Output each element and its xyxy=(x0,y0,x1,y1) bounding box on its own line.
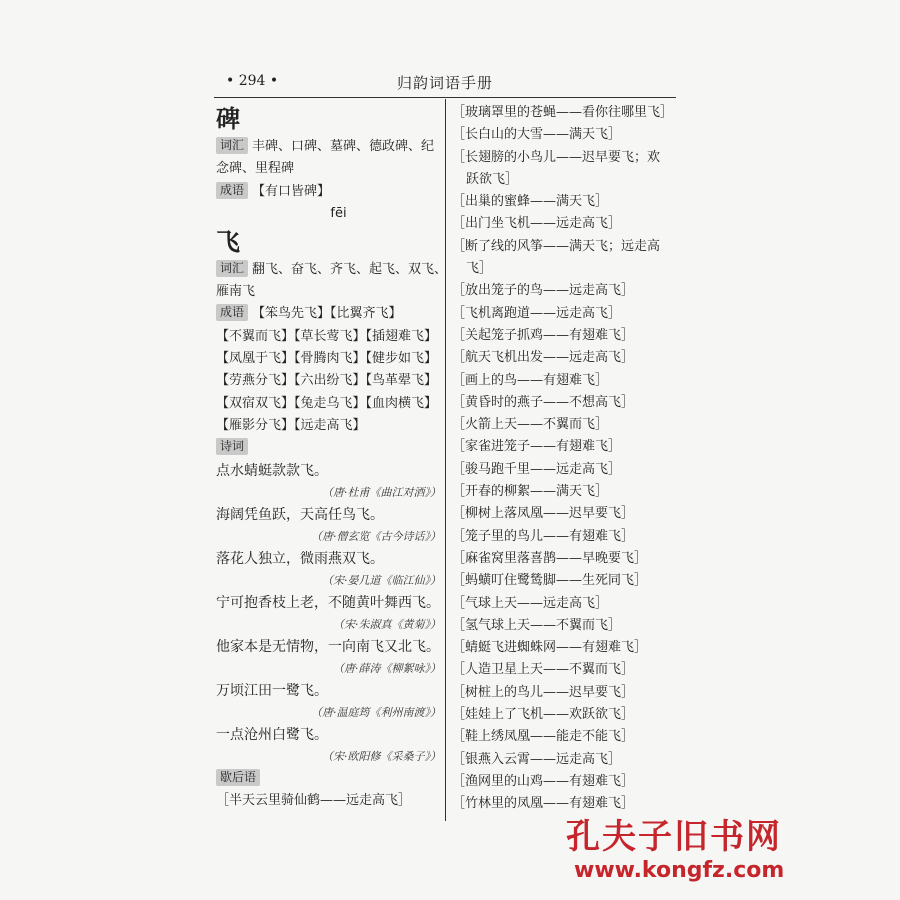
header-divider xyxy=(214,97,676,98)
cihui-tag: 词汇 xyxy=(216,260,248,277)
xiehouyu-line: 飞］ xyxy=(466,261,493,277)
xiehouyu-line: ［画上的鸟——有翅难飞］ xyxy=(452,372,609,388)
xiehouyu-line: ［黄昏时的燕子——不想高飞］ xyxy=(452,394,635,410)
fei-cihui-line-2: 雁南飞 xyxy=(216,284,256,300)
fei-chengyu-line-1: 成语 【笨鸟先飞】【比翼齐飞】 xyxy=(216,303,441,325)
xiehouyu-line: ［笼子里的鸟儿——有翅难飞］ xyxy=(452,528,635,544)
bei-cihui-line-2: 念碑、里程碑 xyxy=(216,161,295,177)
xiehouyu-line: ［出门坐飞机——远走高飞］ xyxy=(452,216,622,232)
xiehouyu-line: ［火箭上天——不翼而飞］ xyxy=(452,417,609,433)
xiehouyu-line: ［竹林里的凤凰——有翅难飞］ xyxy=(452,796,635,812)
poem-line: 万顷江田一鹭飞。 xyxy=(216,682,328,699)
poem-source: （宋·朱淑真《黄菊》） xyxy=(333,617,441,631)
fei-chengyu-line: 【凤凰于飞】【骨腾肉飞】【健步如飞】 xyxy=(216,351,438,367)
book-title: 归韵词语手册 xyxy=(396,74,493,92)
fei-chengyu-line: 【劳燕分飞】【六出纷飞】【鸟革翚飞】 xyxy=(216,373,438,389)
bei-cihui-line-1: 词汇 丰碑、口碑、墓碑、德政碑、纪 xyxy=(216,136,441,158)
left-column xyxy=(216,102,448,812)
fei-chengyu-line: 【雁影分飞】【远走高飞】 xyxy=(216,417,366,433)
poem-source: （唐·温庭筠《利州南渡》） xyxy=(311,705,441,719)
xiehouyu-line: ［柳树上落凤凰——迟早要飞］ xyxy=(452,506,635,522)
entry-char-fei: 飞 xyxy=(216,227,240,256)
poem-source: （宋·晏几道《临江仙》） xyxy=(322,573,441,587)
column-divider xyxy=(445,99,446,821)
xiehouyu-line: 跃欲飞］ xyxy=(466,171,519,187)
xiehouyu-line: ［娃娃上了飞机——欢跃欲飞］ xyxy=(452,707,635,723)
poem-line: 点水蜻蜓款款飞。 xyxy=(216,462,328,479)
bei-chengyu-line: 成语 【有口皆碑】 xyxy=(216,181,441,203)
shici-tag-row xyxy=(216,437,441,459)
xiehouyu-line: ［长翅膀的小鸟儿——迟早要飞；欢 xyxy=(452,149,661,165)
xiehouyu-line: ［长白山的大雪——满天飞］ xyxy=(452,127,622,143)
xiehouyu-line: ［航天飞机出发——远走高飞］ xyxy=(452,350,635,366)
xiehouyu-line: ［银燕入云霄——远走高飞］ xyxy=(452,751,622,767)
poem-line: 他家本是无情物，一向南飞又北飞。 xyxy=(216,638,440,655)
xiehouyu-tag-row xyxy=(216,768,441,790)
right-column xyxy=(452,102,676,816)
watermark xyxy=(566,817,886,885)
xiehouyu-line: ［鞋上绣凤凰——能走不能飞］ xyxy=(452,729,635,745)
poem-source: （唐·薛涛《柳絮咏》） xyxy=(333,661,441,675)
page-header xyxy=(214,70,676,96)
poem-line: 海阔凭鱼跃，天高任鸟飞。 xyxy=(216,506,384,523)
xiehouyu-line: ［半天云里骑仙鹤——远走高飞］ xyxy=(216,792,412,808)
xiehouyu-line: ［开春的柳絮——满天飞］ xyxy=(452,484,609,500)
xiehouyu-line: ［玻璃罩里的苍蝇——看你往哪里飞］ xyxy=(452,105,674,120)
fei-cihui-line-1: 词汇 翻飞、奋飞、齐飞、起飞、双飞、 xyxy=(216,259,441,281)
xiehouyu-line: ［蜻蜓飞进蜘蛛网——有翅难飞］ xyxy=(452,640,648,656)
xiehouyu-line: ［骏马跑千里——远走高飞］ xyxy=(452,461,622,477)
xiehouyu-tag: 歇后语 xyxy=(216,769,260,786)
xiehouyu-line: ［人造卫星上天——不翼而飞］ xyxy=(452,662,635,678)
xiehouyu-line: ［麻雀窝里落喜鹊——早晚要飞］ xyxy=(452,550,648,566)
xiehouyu-line: ［氢气球上天——不翼而飞］ xyxy=(452,617,622,633)
fei-chengyu-line: 【双宿双飞】【兔走乌飞】【血肉横飞】 xyxy=(216,395,438,411)
watermark-url: www.kongfz.com xyxy=(574,858,785,883)
poem-source: （唐·杜甫《曲江对酒》） xyxy=(322,485,441,499)
watermark-name: 孔夫子旧书网 xyxy=(566,817,782,857)
chengyu-tag: 成语 xyxy=(216,182,248,199)
entry-char-bei: 碑 xyxy=(216,105,240,133)
poem-line: 一点沧州白鹭飞。 xyxy=(216,726,328,743)
xiehouyu-line: ［放出笼子的鸟——远走高飞］ xyxy=(452,283,635,299)
xiehouyu-line: ［关起笼子抓鸡——有翅难飞］ xyxy=(452,327,635,343)
xiehouyu-line: ［断了线的风筝——满天飞；远走高 xyxy=(452,238,661,254)
xiehouyu-line: ［气球上天——远走高飞］ xyxy=(452,595,609,611)
cihui-tag: 词汇 xyxy=(216,137,248,154)
xiehouyu-line: ［蚂蟥叮住鹭鸶脚——生死同飞］ xyxy=(452,573,648,589)
xiehouyu-line: ［出巢的蜜蜂——满天飞］ xyxy=(452,194,609,210)
xiehouyu-line: ［飞机离跑道——远走高飞］ xyxy=(452,305,622,321)
pinyin-heading: fēi xyxy=(330,205,347,221)
poem-source: （宋·欧阳修《采桑子》） xyxy=(322,749,441,763)
chengyu-tag: 成语 xyxy=(216,304,248,321)
page-number: • 294 • xyxy=(226,73,279,89)
shici-tag: 诗词 xyxy=(216,438,248,455)
fei-chengyu-line: 【不翼而飞】【草长莺飞】【插翅难飞】 xyxy=(216,328,438,344)
poem-line: 宁可抱香枝上老，不随黄叶舞西飞。 xyxy=(216,594,440,611)
xiehouyu-line: ［渔网里的山鸡——有翅难飞］ xyxy=(452,773,635,789)
poem-source: （唐·僧玄览《古今诗话》） xyxy=(311,529,441,543)
poem-line: 落花人独立，微雨燕双飞。 xyxy=(216,550,384,567)
xiehouyu-line: ［树桩上的鸟儿——迟早要飞］ xyxy=(452,684,635,700)
xiehouyu-line: ［家雀进笼子——有翅难飞］ xyxy=(452,439,622,455)
